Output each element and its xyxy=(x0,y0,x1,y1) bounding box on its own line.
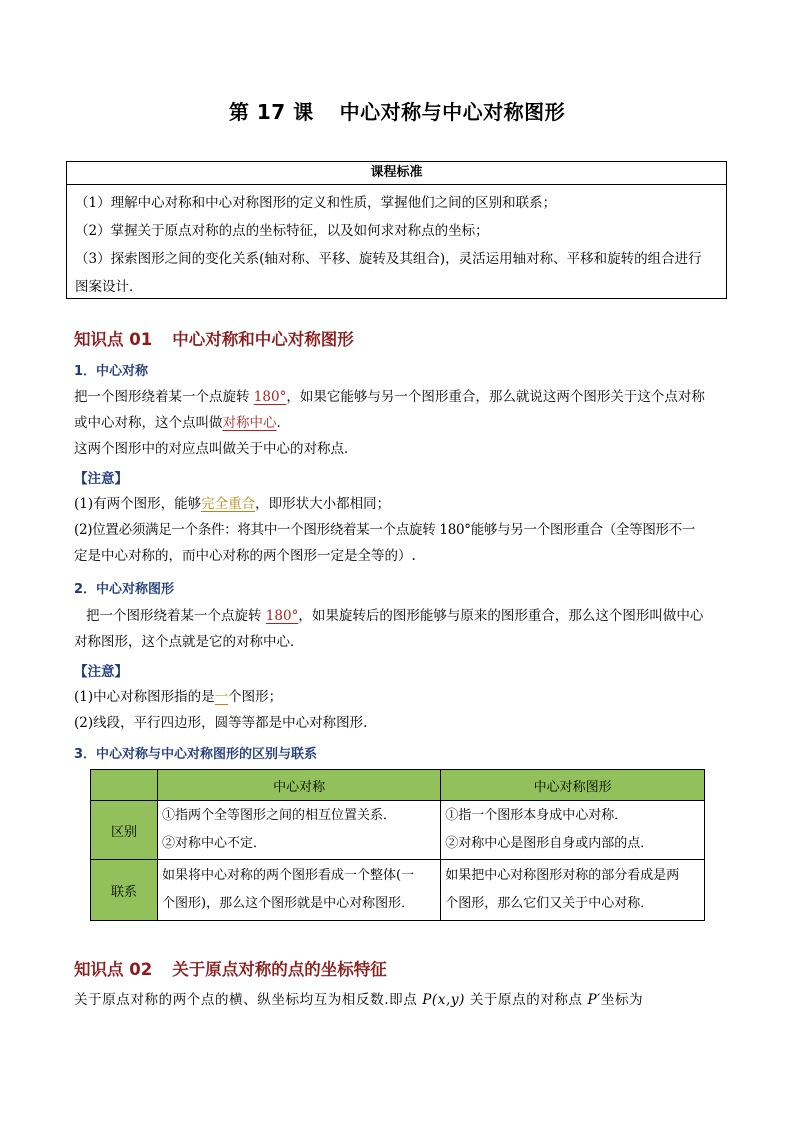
section-2-notes: (1)中心对称图形指的是一个图形； (2)线段，平行四边形，圆等等都是中心对称图形. xyxy=(74,689,368,731)
lesson-title: 中心对称与中心对称图形 xyxy=(339,100,566,124)
kp1-label: 知识点 01 xyxy=(74,330,153,349)
term-one: 一 xyxy=(214,689,229,705)
table-header-cell: 中心对称 xyxy=(158,770,441,801)
course-standards-heading: 课程标准 xyxy=(67,162,726,185)
note-heading: 【注意】 xyxy=(74,664,128,680)
lesson-number: 第 17 课 xyxy=(228,100,314,124)
section-1-definition: 把一个图形绕着某一个点旋转 180°，如果它能够与另一个图形重合，那么就说这两个图形关于这个点对称 或中心对称，这个点叫做对称中心． 这两个图形中的对应点叫做关于中心的对称点． xyxy=(74,389,705,457)
course-standards-list xyxy=(67,185,726,301)
point-p-prime: P′ xyxy=(587,992,601,1008)
standard-item: （2）掌握关于原点对称的点的坐标特征，以及如何求对称点的坐标； xyxy=(75,223,489,239)
page-title xyxy=(0,96,794,125)
angle-180: 180° xyxy=(265,608,299,624)
section-2-definition-cont: 对称图形，这个点就是它的对称中心． xyxy=(74,634,304,650)
table-row xyxy=(91,860,705,921)
section-2-heading: 2．中心对称图形 xyxy=(74,582,175,597)
table-row-label: 区别 xyxy=(91,801,158,860)
knowledge-point-1-heading xyxy=(74,326,354,350)
table-header-row xyxy=(91,770,705,801)
term-complete-overlap: 完全重合 xyxy=(201,496,256,512)
kp1-title: 中心对称和中心对称图形 xyxy=(172,330,354,349)
angle-180: 180° xyxy=(253,389,287,405)
note-heading: 【注意】 xyxy=(74,471,128,487)
table-cell: 如果把中心对称图形对称的部分看成是两 个图形，那么它们又关于中心对称． xyxy=(441,860,705,921)
kp2-label: 知识点 02 xyxy=(74,960,153,979)
standard-item: （1）理解中心对称和中心对称图形的定义和性质，掌握他们之间的区别和联系； xyxy=(75,195,557,211)
point-p: P(x,y) xyxy=(422,992,465,1008)
comparison-table xyxy=(90,769,705,921)
table-cell: ①指一个图形本身成中心对称． ②对称中心是图形自身或内部的点． xyxy=(441,801,705,860)
table-cell: 如果将中心对称的两个图形看成一个整体(一 个图形)，那么这个图形就是中心对称图形． xyxy=(158,860,441,921)
section-3-heading: 3．中心对称与中心对称图形的区别与联系 xyxy=(74,747,318,762)
table-cell: ①指两个全等图形之间的相互位置关系． ②对称中心不定． xyxy=(158,801,441,860)
kp2-paragraph: 关于原点对称的两个点的横、纵坐标均互为相反数.即点 P(x,y) 关于原点的对称点 P′坐标为 xyxy=(74,992,644,1008)
section-1-notes: (1)有两个图形，能够完全重合，即形状大小都相同； (2)位置必须满足一个条件：将其中一个图形绕着某一个点旋转 180°能够与另一个图形重合（全等图形不一 定是中心对称的，而中心对称的两个图形一定是全等的）. xyxy=(74,496,696,564)
table-header-cell: 中心对称图形 xyxy=(441,770,705,801)
term-symmetry-center: 对称中心 xyxy=(222,415,277,431)
section-2-definition: 把一个图形绕着某一个点旋转 180°，如果旋转后的图形能够与原来的图形重合，那么这个图形叫做中心 xyxy=(86,608,704,624)
knowledge-point-2-heading xyxy=(74,956,387,980)
standard-item: 图案设计． xyxy=(75,279,143,295)
kp2-title: 关于原点对称的点的坐标特征 xyxy=(172,960,387,979)
standard-item: （3）探索图形之间的变化关系(轴对称、平移、旋转及其组合)，灵活运用轴对称、平移和旋转的组合进行 xyxy=(75,251,702,267)
course-standards-box xyxy=(66,161,727,299)
section-1-heading: 1．中心对称 xyxy=(74,364,149,379)
table-row xyxy=(91,801,705,860)
table-row-label: 联系 xyxy=(91,860,158,921)
table-corner-cell xyxy=(91,770,158,801)
